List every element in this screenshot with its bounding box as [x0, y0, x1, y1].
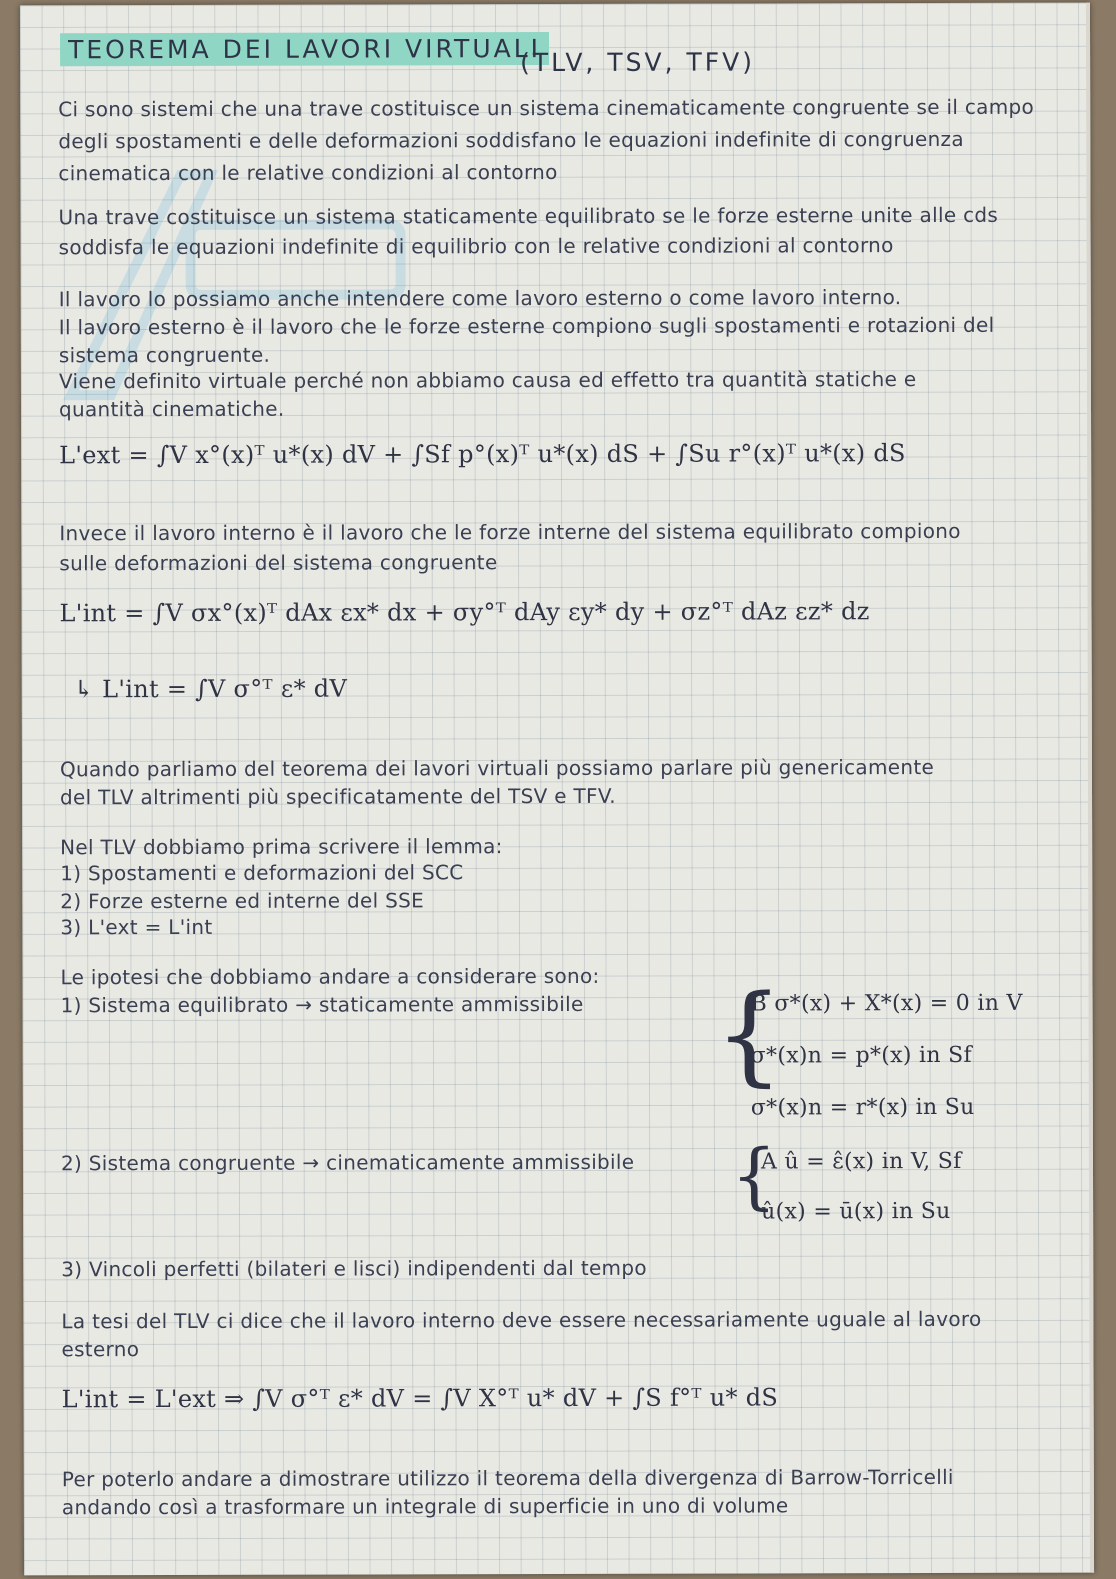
text-line: Il lavoro esterno è il lavoro che le forze esterne compiono sugli spostamenti e rotazioni del — [58, 312, 995, 340]
equilibrium-equation: σ*(x)n = p*(x) in Sf — [750, 1042, 972, 1069]
hypotheses-intro: Le ipotesi che dobbiamo andare a considerare sono: — [60, 963, 600, 990]
text-line: sulle deformazioni del sistema congruente — [59, 550, 498, 576]
text-line: Per poterlo andare a dimostrare utilizzo il teorema della divergenza di Barrow-Torricelli — [61, 1464, 954, 1492]
brace-glyph: { — [730, 1133, 777, 1218]
title-tags: (TLV, TSV, TFV) — [520, 47, 755, 78]
text-line: Il lavoro lo possiamo anche intendere come lavoro esterno o come lavoro interno. — [58, 285, 902, 312]
steps-intro: Nel TLV dobbiamo prima scrivere il lemma: — [60, 834, 503, 860]
text-line: La tesi del TLV ci dice che il lavoro interno deve essere necessariamente uguale al lavoro — [61, 1306, 982, 1334]
text-line: Una trave costituisce un sistema staticamente equilibrato se le forze esterne unite alle cds — [58, 202, 999, 230]
formula-external-work: L'ext = ∫V x°(x)ᵀ u*(x) dV + ∫Sf p°(x)ᵀ u*(x) dS + ∫Su r°(x)ᵀ u*(x) dS — [59, 439, 906, 470]
text-line: Ci sono sistemi che una trave costituisce un sistema cinematicamente congruente se il campo — [58, 94, 1035, 122]
page-title: TEOREMA DEI LAVORI VIRTUALI — [60, 32, 549, 66]
formula-thesis: L'int = L'ext ⇒ ∫V σ°ᵀ ε* dV = ∫V X°ᵀ u* dV + ∫S f°ᵀ u* dS — [61, 1383, 779, 1414]
step-item: 3) L'ext = L'int — [60, 914, 213, 940]
formula-internal-work-expanded: L'int = ∫V σx°(x)ᵀ dAx εx* dx + σy°ᵀ dAy εy* dy + σz°ᵀ dAz εz* dz — [59, 597, 870, 628]
text-line: quantità cinematiche. — [58, 396, 285, 422]
formula-internal-work-compact: ↳ L'int = ∫V σ°ᵀ ε* dV — [73, 674, 348, 704]
hypothesis-3: 3) Vincoli perfetti (bilateri e lisci) indipendenti dal tempo — [61, 1255, 647, 1282]
equilibrium-equation: σ*(x)n = r*(x) in Su — [750, 1094, 975, 1121]
congruence-equation: û(x) = ū(x) in Su — [761, 1198, 951, 1225]
text-line: del TLV altrimenti più specificatamente del TSV e TFV. — [59, 783, 616, 810]
text-line: andando così a trasformare un integrale di superficie in uno di volume — [61, 1493, 789, 1520]
hypothesis-1: 1) Sistema equilibrato → staticamente ammissibile — [60, 991, 584, 1018]
text-line: Viene definito virtuale perché non abbiamo causa ed effetto tra quantità statiche e — [58, 367, 917, 394]
text-line: Quando parliamo del teorema dei lavori virtuali possiamo parlare più genericamente — [59, 755, 935, 782]
step-item: 1) Spostamenti e deformazioni del SCC — [60, 860, 464, 886]
congruence-equation: A û = ε̂(x) in V, Sf — [760, 1148, 962, 1175]
text-line: Invece il lavoro interno è il lavoro che le forze interne del sistema equilibrato compiono — [59, 518, 961, 546]
text-line: degli spostamenti e delle deformazioni soddisfano le equazioni indefinite di congruenza — [58, 126, 964, 154]
text-line: sistema congruente. — [58, 342, 271, 368]
brace-glyph: { — [714, 972, 784, 1098]
text-line: soddisfa le equazioni indefinite di equilibrio con le relative condizioni al contorno — [58, 233, 894, 260]
text-line: esterno — [61, 1337, 140, 1362]
equilibrium-equation: B σ*(x) + X*(x) = 0 in V — [750, 990, 1023, 1017]
step-item: 2) Forze esterne ed interne del SSE — [60, 888, 425, 914]
text-line: cinematica con le relative condizioni al contorno — [58, 159, 558, 186]
notebook-page — [20, 3, 1094, 1576]
hypothesis-2: 2) Sistema congruente → cinematicamente ammissibile — [60, 1149, 635, 1176]
